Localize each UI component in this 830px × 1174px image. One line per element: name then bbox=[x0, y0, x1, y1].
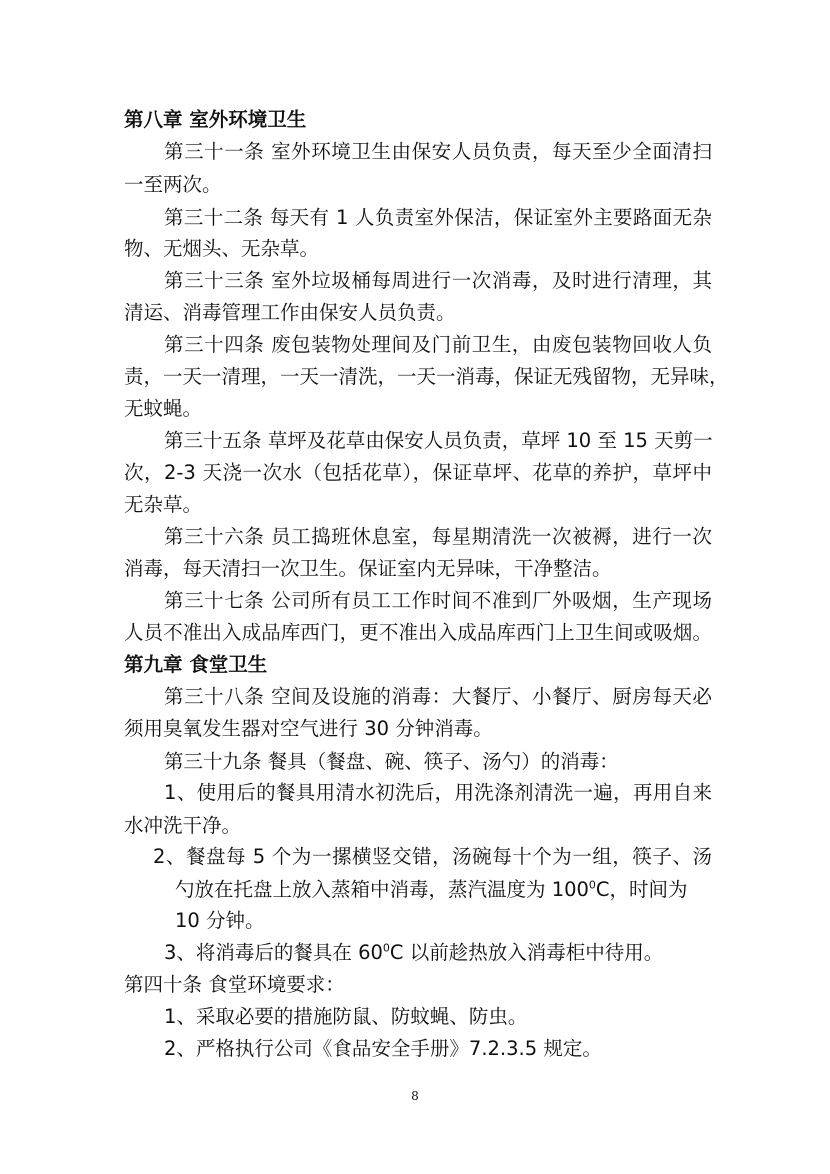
chapter-9-heading: 第九章 食堂卫生 bbox=[124, 653, 268, 676]
paragraph-line: 无蚊蝇。 bbox=[124, 397, 203, 420]
paragraph-line: 消毒，每天清扫一次卫生。保证室内无异味，干净整洁。 bbox=[124, 557, 612, 580]
paragraph-line: 第四十条 食堂环境要求： bbox=[124, 973, 345, 996]
chapter-8-heading: 第八章 室外环境卫生 bbox=[124, 108, 307, 131]
paragraph-line: 次，2-3 天浇一次水（包括花草），保证草坪、花草的养护，草坪中 bbox=[124, 461, 712, 484]
line-text: 3、将消毒后的餐具在 60 bbox=[164, 941, 383, 964]
paragraph-line: 无杂草。 bbox=[124, 493, 203, 516]
list-item-line bbox=[164, 937, 712, 969]
paragraph-line: 物、无烟头、无杂草。 bbox=[124, 237, 320, 260]
paragraph-line: 第三十九条 餐具（餐盘、碗、筷子、汤勺）的消毒： bbox=[164, 750, 619, 773]
list-item-line bbox=[175, 874, 712, 906]
paragraph-line: 须用臭氧发生器对空气进行 30 分钟消毒。 bbox=[124, 717, 493, 740]
line-text: C 以前趁热放入消毒柜中待用。 bbox=[389, 941, 664, 964]
paragraph-line: 第三十二条 每天有 1 人负责室外保洁，保证室外主要路面无杂 bbox=[164, 206, 712, 229]
list-item-line: 1、使用后的餐具用清水初洗后，用洗涤剂清洗一遍，再用自来 bbox=[164, 781, 712, 804]
list-item-line: 2、餐盘每 5 个为一摞横竖交错，汤碗每十个为一组，筷子、汤 bbox=[153, 845, 712, 868]
paragraph-line: 第三十四条 废包装物处理间及门前卫生，由废包装物回收人负 bbox=[164, 333, 712, 356]
list-item-line: 1、采取必要的措施防鼠、防蚊蝇、防虫。 bbox=[164, 1005, 528, 1028]
degree-superscript: 0 bbox=[382, 941, 390, 955]
paragraph-line: 第三十五条 草坪及花草由保安人员负责，草坪 10 至 15 天剪一 bbox=[164, 429, 713, 452]
paragraph-line: 第三十七条 公司所有员工工作时间不准到厂外吸烟，生产现场 bbox=[164, 589, 712, 612]
paragraph-line: 责，一天一清理，一天一清洗，一天一消毒，保证无残留物，无异味， bbox=[124, 365, 729, 388]
list-item-line: 10 分钟。 bbox=[175, 909, 265, 932]
degree-superscript: 0 bbox=[588, 878, 596, 892]
paragraph-line: 第三十八条 空间及设施的消毒：大餐厅、小餐厅、厨房每天必 bbox=[164, 685, 712, 708]
paragraph-line: 第三十三条 室外垃圾桶每周进行一次消毒，及时进行清理，其 bbox=[164, 269, 712, 292]
line-text: C，时间为 bbox=[595, 878, 688, 901]
paragraph-line: 人员不准出入成品库西门，更不准出入成品库西门上卫生间或吸烟。 bbox=[124, 621, 712, 644]
page-number: 8 bbox=[411, 1089, 419, 1103]
list-item-line: 2、严格执行公司《食品安全手册》7.2.3.5 规定。 bbox=[164, 1037, 602, 1060]
line-text: 勺放在托盘上放入蒸箱中消毒，蒸汽温度为 100 bbox=[175, 878, 589, 901]
paragraph-line: 第三十六条 员工捣班休息室，每星期清洗一次被褥，进行一次 bbox=[164, 525, 712, 548]
paragraph-line: 清运、消毒管理工作由保安人员负责。 bbox=[124, 301, 456, 324]
paragraph-line: 一至两次。 bbox=[124, 173, 222, 196]
paragraph-line: 第三十一条 室外环境卫生由保安人员负责，每天至少全面清扫 bbox=[164, 140, 712, 163]
list-item-line: 水冲洗干净。 bbox=[124, 814, 242, 837]
